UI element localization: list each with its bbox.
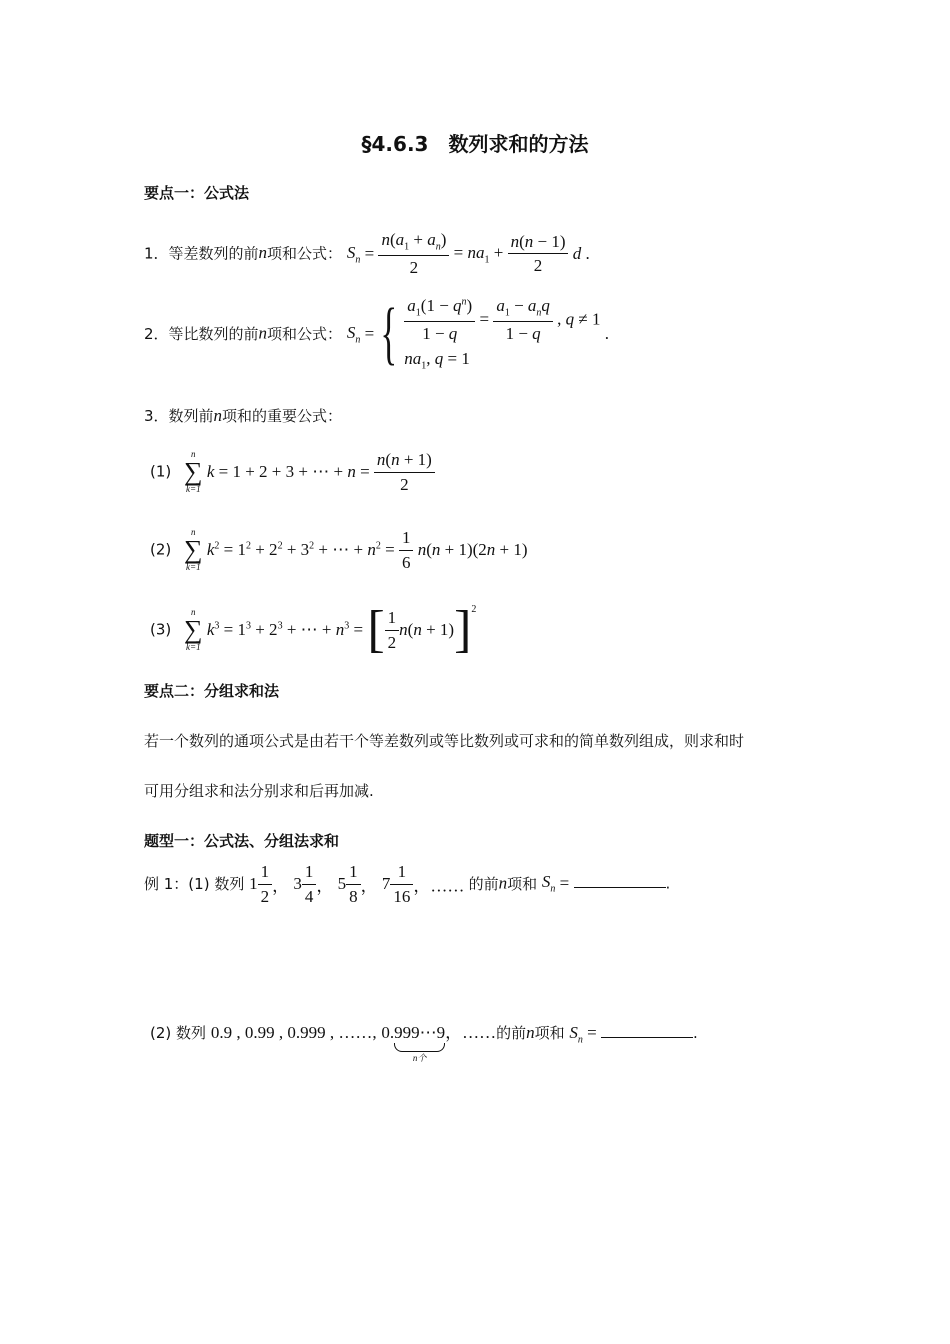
answer-blank-1[interactable] [574,873,666,888]
geometric-sum-formula: 2．等比数列的前n项和公式： $S_n$ = { $\frac{a_1(1 - q^n)}{1 - q}$ = $\frac{a_1 - a_nq}{1 - q}$ , q ≠ 1 $na_1$, q = 1 . [144,294,609,372]
example-1-part-1: 例 1：(1) 数列 1 $\frac{1}{2}$ ， 3 $\frac{1}{4}$ ， 5 $\frac{1}{8}$ ， 7 $\frac{1}{16}$ ，…… 的前n项和 $S_n$ = . [144,862,671,906]
arithmetic-formula-math: $S_n$ = $\frac{n(a_1 + a_n)}{2}$ = $na_1$ + $\frac{n(n - 1)}{2}$ d . [346,230,590,277]
geometric-formula-math: $S_n$ = { $\frac{a_1(1 - q^n)}{1 - q}$ = $\frac{a_1 - a_nq}{1 - q}$ , q ≠ 1 $na_1$, q = 1 . [346,294,609,372]
example-1-part-2: (2) 数列 0.9 , 0.99 , 0.999 , ……, 0.999⋯9 n个 ，……的前n项和 $S_n$ = . [150,1023,698,1063]
grouping-description-line1: 若一个数列的通项公式是由若干个等差数列或等比数列或可求和的简单数列组成，则求和时 [144,732,745,750]
sum-of-integers-formula: (1) n ∑ k=1 k = 1 + 2 + 3 + ⋯ + n = $\frac{n(n + 1)}{2}$ [150,450,435,494]
page-title: §4.6.3 数列求和的方法 [361,132,589,156]
section-heading-grouping-method: 要点二：分组求和法 [144,682,280,700]
sum-of-cubes-formula: (3) n ∑ k=1 $k^3 = 1^3 + 2^3$ + ⋯ + $n^3$ = [ $\frac{1}{2}$ n(n + 1)]$^2$ [150,601,477,658]
section-heading-formula-method: 要点一：公式法 [144,184,250,202]
grouping-description-line2: 可用分组求和法分别求和后再加减. [144,782,374,800]
section-heading-problem-type-1: 题型一：公式法、分组法求和 [144,832,340,850]
important-formulas-intro: 3．数列前n项和的重要公式： [144,406,343,425]
arithmetic-sum-formula: 1．等差数列的前n项和公式： $S_n$ = $\frac{n(a_1 + a_n)}{2}$ = $na_1$ + $\frac{n(n - 1)}{2}$ d . [144,230,590,277]
answer-blank-2[interactable] [601,1023,693,1038]
sum-of-squares-formula: (2) n ∑ k=1 $k^2 = 1^2 + 2^2 + 3^2$ + ⋯ + $n^2$ = $\frac{1}{6}$ n(n + 1)(2n + 1) [150,527,528,573]
